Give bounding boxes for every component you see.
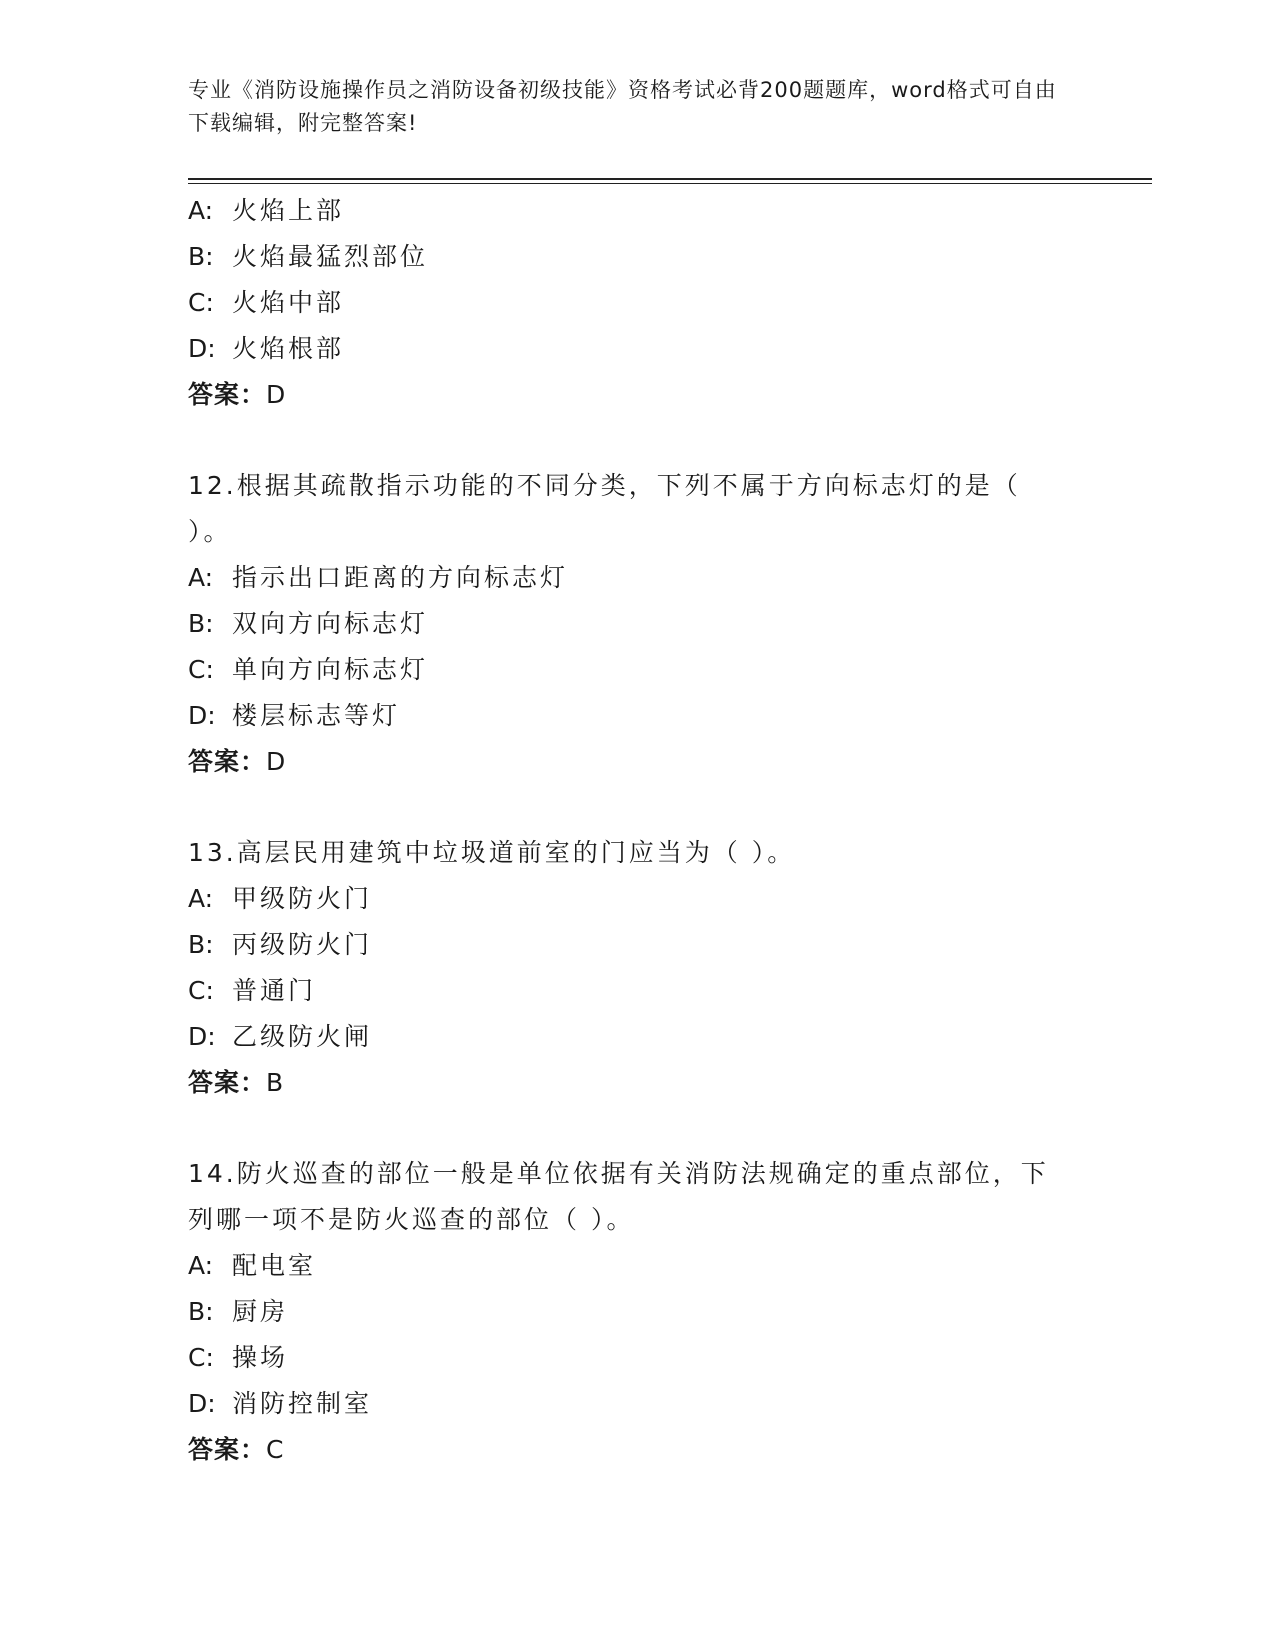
- option-text: 丙级防火门: [232, 930, 373, 959]
- answer-label: 答案：: [188, 1435, 267, 1464]
- option-letter: A:: [188, 196, 214, 225]
- option-d: [188, 693, 1088, 739]
- option-letter: B:: [188, 609, 214, 638]
- option-text: 双向方向标志灯: [232, 609, 429, 638]
- option-d: [188, 1014, 1088, 1060]
- option-d: [188, 326, 1088, 372]
- option-text: 火焰最猛烈部位: [232, 242, 429, 271]
- option-text: 配电室: [232, 1251, 317, 1280]
- answer-label: 答案：: [188, 747, 267, 776]
- option-letter: D:: [188, 1389, 216, 1418]
- question-block-13: [188, 830, 1088, 1106]
- option-text: 消防控制室: [232, 1389, 373, 1418]
- option-text: 操场: [232, 1343, 289, 1372]
- option-c: [188, 280, 1088, 326]
- option-text: 火焰上部: [232, 196, 345, 225]
- answer-line: [188, 1060, 1088, 1106]
- answer-line: [188, 372, 1088, 418]
- document-header-title: 专业《消防设施操作员之消防设备初级技能》资格考试必背200题题库，word格式可自由下载编辑，附完整答案!: [188, 78, 1057, 135]
- option-letter: C:: [188, 288, 214, 317]
- answer-line: [188, 739, 1088, 785]
- option-a: [188, 1243, 1088, 1289]
- question-block-11: [188, 188, 1088, 418]
- option-letter: B:: [188, 930, 214, 959]
- question-text: 14.防火巡查的部位一般是单位依据有关消防法规确定的重点部位，下列哪一项不是防火巡查的部位（ ）。: [188, 1159, 1049, 1234]
- option-text: 单向方向标志灯: [232, 655, 429, 684]
- option-a: [188, 188, 1088, 234]
- question-block-14: [188, 1151, 1088, 1473]
- option-text: 甲级防火门: [232, 884, 373, 913]
- question-list: [188, 188, 1088, 1473]
- option-d: [188, 1381, 1088, 1427]
- option-letter: C:: [188, 1343, 214, 1372]
- option-b: [188, 922, 1088, 968]
- option-letter: B:: [188, 242, 214, 271]
- answer-label: 答案：: [188, 380, 267, 409]
- option-c: [188, 647, 1088, 693]
- option-c: [188, 1335, 1088, 1381]
- option-b: [188, 234, 1088, 280]
- option-b: [188, 601, 1088, 647]
- option-text: 乙级防火闸: [232, 1022, 373, 1051]
- option-text: 指示出口距离的方向标志灯: [232, 563, 569, 592]
- option-text: 厨房: [232, 1297, 289, 1326]
- option-letter: D:: [188, 334, 216, 363]
- question-block-12: [188, 463, 1088, 785]
- option-letter: D:: [188, 1022, 216, 1051]
- option-text: 普通门: [232, 976, 317, 1005]
- option-letter: A:: [188, 1251, 214, 1280]
- question-text: 12.根据其疏散指示功能的不同分类，下列不属于方向标志灯的是（ ）。: [188, 471, 1021, 546]
- answer-value: D: [266, 747, 287, 776]
- option-text: 火焰中部: [232, 288, 345, 317]
- answer-label: 答案：: [188, 1068, 267, 1097]
- option-text: 火焰根部: [232, 334, 345, 363]
- option-letter: C:: [188, 655, 214, 684]
- option-a: [188, 555, 1088, 601]
- option-a: [188, 876, 1088, 922]
- option-letter: A:: [188, 563, 214, 592]
- answer-value: B: [266, 1068, 285, 1097]
- option-letter: C:: [188, 976, 214, 1005]
- option-letter: D:: [188, 701, 216, 730]
- answer-value: C: [266, 1435, 285, 1464]
- option-letter: A:: [188, 884, 214, 913]
- question-text: 13.高层民用建筑中垃圾道前室的门应当为（ ）。: [188, 838, 796, 867]
- option-text: 楼层标志等灯: [232, 701, 401, 730]
- option-b: [188, 1289, 1088, 1335]
- header-divider-thin: [188, 183, 1152, 184]
- option-letter: B:: [188, 1297, 214, 1326]
- answer-line: [188, 1427, 1088, 1473]
- header-divider-thick: [188, 178, 1152, 180]
- option-c: [188, 968, 1088, 1014]
- answer-value: D: [266, 380, 287, 409]
